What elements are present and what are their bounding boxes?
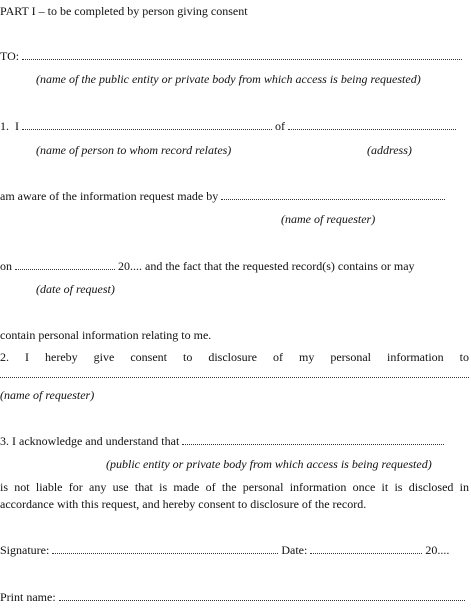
fact-text: and the fact that the requested record(s) contains or may (145, 259, 415, 273)
item1-of-label: of (275, 119, 285, 133)
item1-number: 1. (0, 119, 9, 133)
print-name-label: Print name: (0, 590, 56, 604)
address-hint: (address) (367, 143, 412, 157)
aware-text: am aware of the information request made by (0, 189, 219, 203)
to-row (0, 49, 462, 63)
item2-text: 2. I hereby give consent to disclosure of my personal information to (0, 350, 469, 364)
signature-row (0, 543, 449, 557)
requester-name-field[interactable] (221, 190, 445, 200)
item1-row (0, 119, 456, 133)
date-hint: (date of request) (36, 282, 115, 296)
part-heading: PART I – to be completed by person giving consent (0, 4, 248, 18)
signature-date-field[interactable] (310, 544, 422, 554)
on-label: on (0, 259, 12, 273)
print-name-row (0, 590, 465, 604)
aware-row (0, 189, 445, 203)
item2-requester-hint: (name of requester) (0, 388, 95, 402)
item3-row (0, 434, 444, 448)
person-name-hint: (name of person to whom record relates) (36, 143, 232, 157)
address-field[interactable] (288, 120, 456, 130)
signature-label: Signature: (0, 543, 50, 557)
item3-text: 3. I acknowledge and understand that (0, 434, 180, 448)
to-entity-field[interactable] (22, 50, 462, 60)
consent-requester-field[interactable] (0, 368, 469, 378)
request-date-field[interactable] (15, 260, 115, 270)
entity-name-field[interactable] (182, 435, 444, 445)
date-row (0, 259, 415, 273)
to-label: TO: (0, 49, 20, 63)
year-prefix: 20.... (118, 259, 142, 273)
contain-text: contain personal information relating to me. (0, 328, 212, 342)
signature-field[interactable] (52, 544, 278, 554)
requester-hint: (name of requester) (281, 212, 376, 226)
to-entity-hint: (name of the public entity or private body from which access is being requested) (36, 72, 421, 86)
entity-hint: (public entity or private body from which access is being requested) (106, 457, 432, 471)
print-name-field[interactable] (59, 591, 465, 601)
year-suffix: 20.... (425, 543, 450, 557)
date-label: Date: (281, 543, 308, 557)
liability-line-2: accordance with this request, and hereby consent to disclosure of the record. (0, 497, 367, 511)
liability-line-1: is not liable for any use that is made of the personal information once it is disclosed in (0, 480, 469, 494)
item1-i-label: I (15, 119, 19, 133)
person-name-field[interactable] (22, 120, 272, 130)
